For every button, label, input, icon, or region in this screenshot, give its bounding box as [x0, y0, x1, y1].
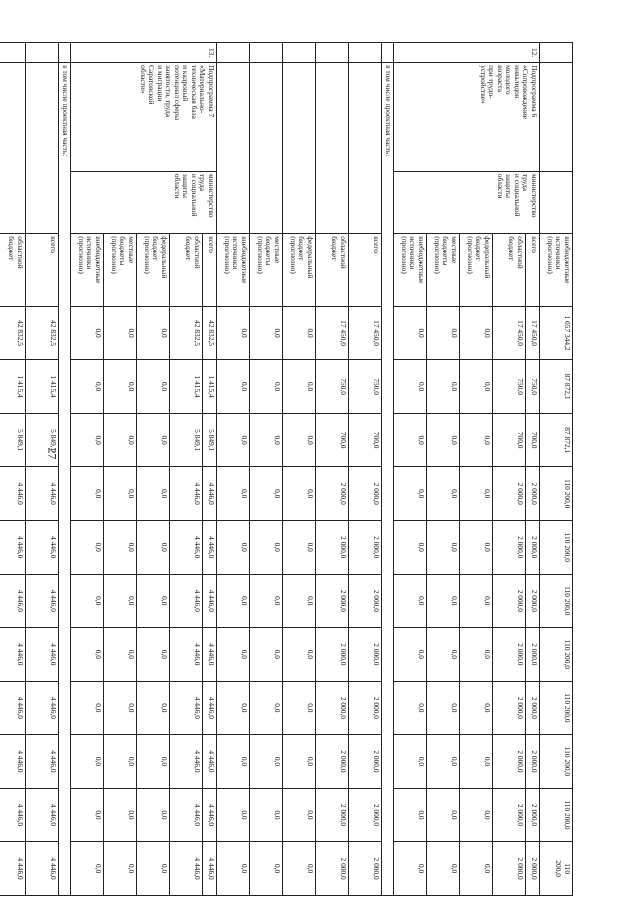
amount-cell: 4 446,0 [170, 735, 203, 789]
table-row [526, 43, 540, 896]
amount-cell: 4 446,0 [0, 681, 26, 735]
amount-cell: 0,0 [137, 788, 170, 842]
amount-cell: 0,0 [460, 842, 493, 896]
amount-cell: 2 000,0 [526, 788, 540, 842]
amount-cell: 0,0 [460, 520, 493, 574]
funding-source-cell: местные бюджеты (прогнозно) [250, 234, 283, 307]
executor-cell: министерство труда и социальной защиты области [394, 171, 540, 233]
page-number: 27 [45, 447, 60, 460]
row-number-cell [349, 43, 382, 63]
amount-cell: 0,0 [217, 574, 250, 628]
amount-cell: 700,0 [493, 413, 526, 467]
amount-cell: 4 446,0 [203, 735, 217, 789]
table-row [283, 43, 316, 896]
amount-cell: 750,0 [349, 360, 382, 414]
amount-cell: 0,0 [427, 467, 460, 521]
subprogram-name-cell [217, 63, 250, 234]
table-row [250, 43, 283, 896]
amount-cell: 4 446,0 [170, 628, 203, 682]
amount-cell: 42 832,5 [26, 306, 59, 360]
amount-cell: 0,0 [71, 842, 104, 896]
amount-cell: 4 446,0 [170, 520, 203, 574]
project-part-note: в том числе проектная часть: [382, 63, 394, 896]
amount-cell: 0,0 [104, 413, 137, 467]
amount-cell: 2 000,0 [316, 628, 349, 682]
amount-cell: 2 000,0 [349, 681, 382, 735]
amount-cell: 0,0 [283, 574, 316, 628]
table-row [0, 43, 26, 896]
amount-cell: 17 450,0 [526, 306, 540, 360]
amount-cell: 2 000,0 [349, 735, 382, 789]
amount-cell: 4 446,0 [170, 788, 203, 842]
amount-cell: 0,0 [250, 306, 283, 360]
amount-cell: 0,0 [394, 520, 427, 574]
amount-cell: 42 832,5 [203, 306, 217, 360]
table-row [316, 43, 349, 896]
funding-source-cell: внебюджетные источники (прогнозно) [394, 234, 427, 307]
amount-cell: 0,0 [394, 574, 427, 628]
funding-source-cell: федеральный бюджет (прогнозно) [283, 234, 316, 307]
row-number-cell [382, 43, 394, 63]
row-number-cell: 13. [71, 43, 217, 63]
amount-cell: 0,0 [394, 681, 427, 735]
funding-source-cell: всего [26, 234, 59, 307]
amount-cell: 4 446,0 [26, 467, 59, 521]
subprogram-name-cell: Подпрограмма 7 «Материально- техническая база и кадровый потенциал сферы занятости, труда и миграции Саратовской области» [71, 63, 217, 172]
amount-cell: 2 000,0 [316, 467, 349, 521]
row-number-cell [540, 43, 573, 63]
amount-cell: 4 446,0 [203, 681, 217, 735]
amount-cell: 0,0 [217, 360, 250, 414]
amount-cell: 2 000,0 [493, 628, 526, 682]
amount-cell: 110 200,0 [540, 520, 573, 574]
amount-cell: 2 000,0 [526, 574, 540, 628]
amount-cell: 0,0 [137, 574, 170, 628]
amount-cell: 0,0 [217, 306, 250, 360]
amount-cell: 0,0 [394, 306, 427, 360]
funding-source-cell: областной бюджет [316, 234, 349, 307]
row-number-cell [283, 43, 316, 63]
amount-cell: 0,0 [394, 788, 427, 842]
table-row [26, 43, 59, 896]
row-number-cell [250, 43, 283, 63]
row-number-cell [26, 43, 59, 63]
amount-cell: 4 446,0 [0, 842, 26, 896]
amount-cell: 0,0 [250, 735, 283, 789]
amount-cell: 0,0 [71, 306, 104, 360]
amount-cell: 0,0 [137, 681, 170, 735]
amount-cell: 2 000,0 [316, 842, 349, 896]
amount-cell: 0,0 [394, 628, 427, 682]
amount-cell: 0,0 [250, 413, 283, 467]
amount-cell: 0,0 [283, 306, 316, 360]
funding-source-cell: внебюджетные источники (прогнозно) [217, 234, 250, 307]
amount-cell: 4 446,0 [26, 520, 59, 574]
amount-cell: 1 415,4 [203, 360, 217, 414]
amount-cell: 17 450,0 [493, 306, 526, 360]
amount-cell: 4 446,0 [170, 467, 203, 521]
amount-cell: 0,0 [427, 306, 460, 360]
amount-cell: 2 000,0 [493, 467, 526, 521]
amount-cell: 0,0 [460, 788, 493, 842]
amount-cell: 2 000,0 [493, 574, 526, 628]
amount-cell: 0,0 [137, 360, 170, 414]
amount-cell: 0,0 [394, 735, 427, 789]
amount-cell: 0,0 [217, 628, 250, 682]
amount-cell: 0,0 [250, 467, 283, 521]
amount-cell: 0,0 [217, 735, 250, 789]
amount-cell: 0,0 [394, 413, 427, 467]
amount-cell: 42 832,5 [170, 306, 203, 360]
amount-cell: 110 200,0 [540, 842, 573, 896]
amount-cell: 0,0 [137, 735, 170, 789]
budget-table [0, 42, 573, 896]
amount-cell: 2 000,0 [349, 628, 382, 682]
amount-cell: 750,0 [493, 360, 526, 414]
amount-cell: 0,0 [250, 520, 283, 574]
amount-cell: 0,0 [283, 681, 316, 735]
amount-cell: 0,0 [427, 360, 460, 414]
amount-cell: 2 000,0 [349, 574, 382, 628]
amount-cell: 4 446,0 [170, 574, 203, 628]
amount-cell: 0,0 [104, 306, 137, 360]
amount-cell: 0,0 [460, 360, 493, 414]
executor-cell: министерство труда и социальной защиты области [71, 171, 217, 233]
amount-cell: 0,0 [217, 788, 250, 842]
amount-cell: 0,0 [460, 628, 493, 682]
amount-cell: 4 446,0 [26, 574, 59, 628]
amount-cell: 0,0 [137, 306, 170, 360]
amount-cell: 0,0 [104, 360, 137, 414]
amount-cell: 4 446,0 [203, 842, 217, 896]
amount-cell: 17 450,0 [349, 306, 382, 360]
amount-cell: 2 000,0 [493, 735, 526, 789]
amount-cell: 0,0 [71, 520, 104, 574]
amount-cell: 0,0 [250, 628, 283, 682]
amount-cell: 0,0 [104, 788, 137, 842]
row-number-cell: 12. [394, 43, 540, 63]
amount-cell: 0,0 [137, 413, 170, 467]
amount-cell: 110 200,0 [540, 574, 573, 628]
amount-cell: 0,0 [283, 735, 316, 789]
project-part-note: в том числе проектная часть: [59, 63, 71, 896]
amount-cell: 4 446,0 [170, 842, 203, 896]
amount-cell: 2 000,0 [349, 842, 382, 896]
amount-cell: 0,0 [217, 467, 250, 521]
amount-cell: 0,0 [217, 413, 250, 467]
amount-cell: 2 000,0 [493, 842, 526, 896]
row-number-cell [59, 43, 71, 63]
amount-cell: 0,0 [71, 735, 104, 789]
amount-cell: 1 057 344,2 [540, 306, 573, 360]
subprogram-name-cell [26, 63, 59, 234]
funding-source-cell: всего [526, 234, 540, 307]
amount-cell: 2 000,0 [526, 628, 540, 682]
amount-cell: 0,0 [394, 842, 427, 896]
table-row [217, 43, 250, 896]
amount-cell: 87 872,1 [540, 413, 573, 467]
amount-cell: 0,0 [250, 681, 283, 735]
amount-cell: 0,0 [283, 842, 316, 896]
subprogram-name-cell: Подпрограмма 6 «Сопровождение инвалидов молодого возраста при трудо- устройстве» [394, 63, 540, 172]
amount-cell: 700,0 [316, 413, 349, 467]
amount-cell: 17 450,0 [316, 306, 349, 360]
amount-cell: 4 446,0 [26, 735, 59, 789]
amount-cell: 2 000,0 [526, 842, 540, 896]
amount-cell: 0,0 [71, 628, 104, 682]
executor-cell [540, 171, 573, 233]
amount-cell: 0,0 [460, 467, 493, 521]
amount-cell: 2 000,0 [349, 788, 382, 842]
amount-cell: 5 849,1 [170, 413, 203, 467]
amount-cell: 0,0 [283, 360, 316, 414]
amount-cell: 4 446,0 [0, 574, 26, 628]
table-row [540, 43, 573, 896]
subprogram-name-cell [0, 63, 26, 234]
amount-cell: 2 000,0 [493, 681, 526, 735]
amount-cell: 0,0 [427, 735, 460, 789]
amount-cell: 42 832,5 [0, 306, 26, 360]
funding-source-cell: местные бюджеты (прогнозно) [427, 234, 460, 307]
amount-cell: 0,0 [137, 842, 170, 896]
amount-cell: 0,0 [283, 413, 316, 467]
amount-cell: 0,0 [460, 681, 493, 735]
amount-cell: 4 446,0 [203, 788, 217, 842]
funding-source-cell: внебюджетные источники (прогнозно) [540, 234, 573, 307]
amount-cell: 0,0 [250, 574, 283, 628]
amount-cell: 4 446,0 [0, 788, 26, 842]
amount-cell: 87 872,1 [540, 360, 573, 414]
amount-cell: 0,0 [460, 413, 493, 467]
amount-cell: 2 000,0 [526, 520, 540, 574]
amount-cell: 0,0 [427, 413, 460, 467]
amount-cell: 0,0 [427, 788, 460, 842]
table-row [59, 43, 71, 896]
funding-source-cell: областной бюджет [170, 234, 203, 307]
amount-cell: 0,0 [104, 520, 137, 574]
funding-source-cell: областной бюджет [0, 234, 26, 307]
amount-cell: 4 446,0 [0, 628, 26, 682]
amount-cell: 0,0 [71, 681, 104, 735]
amount-cell: 4 446,0 [170, 681, 203, 735]
amount-cell: 4 446,0 [203, 628, 217, 682]
amount-cell: 2 000,0 [526, 467, 540, 521]
amount-cell: 1 415,4 [0, 360, 26, 414]
amount-cell: 0,0 [71, 360, 104, 414]
amount-cell: 4 446,0 [203, 520, 217, 574]
amount-cell: 2 000,0 [349, 520, 382, 574]
amount-cell: 0,0 [217, 842, 250, 896]
amount-cell: 0,0 [427, 681, 460, 735]
amount-cell: 0,0 [137, 628, 170, 682]
amount-cell: 0,0 [283, 520, 316, 574]
amount-cell: 0,0 [217, 681, 250, 735]
amount-cell: 750,0 [526, 360, 540, 414]
amount-cell: 4 446,0 [26, 788, 59, 842]
amount-cell: 0,0 [250, 842, 283, 896]
amount-cell: 0,0 [137, 520, 170, 574]
amount-cell: 110 200,0 [540, 628, 573, 682]
amount-cell: 5 849,1 [26, 413, 59, 467]
amount-cell: 110 200,0 [540, 788, 573, 842]
funding-source-cell: внебюджетные источники (прогнозно) [71, 234, 104, 307]
amount-cell: 700,0 [349, 413, 382, 467]
amount-cell: 2 000,0 [493, 520, 526, 574]
amount-cell: 2 000,0 [526, 681, 540, 735]
amount-cell: 2 000,0 [316, 574, 349, 628]
amount-cell: 750,0 [316, 360, 349, 414]
amount-cell: 110 200,0 [540, 467, 573, 521]
amount-cell: 1 415,4 [26, 360, 59, 414]
amount-cell: 0,0 [250, 788, 283, 842]
amount-cell: 4 446,0 [203, 467, 217, 521]
amount-cell: 0,0 [283, 788, 316, 842]
amount-cell: 0,0 [250, 360, 283, 414]
amount-cell: 0,0 [460, 735, 493, 789]
amount-cell: 0,0 [71, 574, 104, 628]
amount-cell: 2 000,0 [316, 520, 349, 574]
funding-source-cell: федеральный бюджет (прогнозно) [137, 234, 170, 307]
amount-cell: 0,0 [104, 842, 137, 896]
amount-cell: 0,0 [104, 681, 137, 735]
amount-cell: 4 446,0 [0, 735, 26, 789]
row-number-cell [316, 43, 349, 63]
row-number-cell [217, 43, 250, 63]
amount-cell: 700,0 [526, 413, 540, 467]
amount-cell: 2 000,0 [316, 735, 349, 789]
subprogram-name-cell [283, 63, 316, 234]
amount-cell: 0,0 [104, 467, 137, 521]
amount-cell: 0,0 [71, 788, 104, 842]
row-number-cell [0, 43, 26, 63]
amount-cell: 0,0 [71, 413, 104, 467]
table-row [349, 43, 382, 896]
amount-cell: 0,0 [283, 467, 316, 521]
funding-source-cell: областной бюджет [493, 234, 526, 307]
table-row [203, 43, 217, 896]
funding-source-cell: местные бюджеты (прогнозно) [104, 234, 137, 307]
amount-cell: 4 446,0 [0, 520, 26, 574]
amount-cell: 110 200,0 [540, 735, 573, 789]
amount-cell: 5 849,1 [0, 413, 26, 467]
subprogram-name-cell [250, 63, 283, 234]
amount-cell: 0,0 [427, 574, 460, 628]
subprogram-name-cell [316, 63, 349, 234]
amount-cell: 0,0 [460, 306, 493, 360]
amount-cell: 0,0 [427, 842, 460, 896]
subprogram-name-cell [349, 63, 382, 234]
amount-cell: 4 446,0 [203, 574, 217, 628]
amount-cell: 4 446,0 [26, 681, 59, 735]
amount-cell: 4 446,0 [26, 842, 59, 896]
funding-source-cell: всего [349, 234, 382, 307]
amount-cell: 0,0 [104, 628, 137, 682]
amount-cell: 0,0 [104, 735, 137, 789]
amount-cell: 2 000,0 [493, 788, 526, 842]
amount-cell: 0,0 [283, 628, 316, 682]
amount-cell: 1 415,4 [170, 360, 203, 414]
amount-cell: 0,0 [104, 574, 137, 628]
subprogram-name-cell [540, 63, 573, 172]
amount-cell: 0,0 [394, 360, 427, 414]
amount-cell: 2 000,0 [316, 788, 349, 842]
amount-cell: 0,0 [217, 520, 250, 574]
amount-cell: 0,0 [427, 520, 460, 574]
amount-cell: 0,0 [460, 574, 493, 628]
amount-cell: 5 849,1 [203, 413, 217, 467]
amount-cell: 0,0 [427, 628, 460, 682]
funding-source-cell: федеральный бюджет (прогнозно) [460, 234, 493, 307]
amount-cell: 0,0 [137, 467, 170, 521]
amount-cell: 0,0 [71, 467, 104, 521]
table-row [382, 43, 394, 896]
amount-cell: 0,0 [394, 467, 427, 521]
amount-cell: 4 446,0 [0, 467, 26, 521]
amount-cell: 4 446,0 [26, 628, 59, 682]
amount-cell: 2 000,0 [526, 735, 540, 789]
funding-source-cell: всего [203, 234, 217, 307]
amount-cell: 2 000,0 [316, 681, 349, 735]
amount-cell: 2 000,0 [349, 467, 382, 521]
amount-cell: 110 200,0 [540, 681, 573, 735]
